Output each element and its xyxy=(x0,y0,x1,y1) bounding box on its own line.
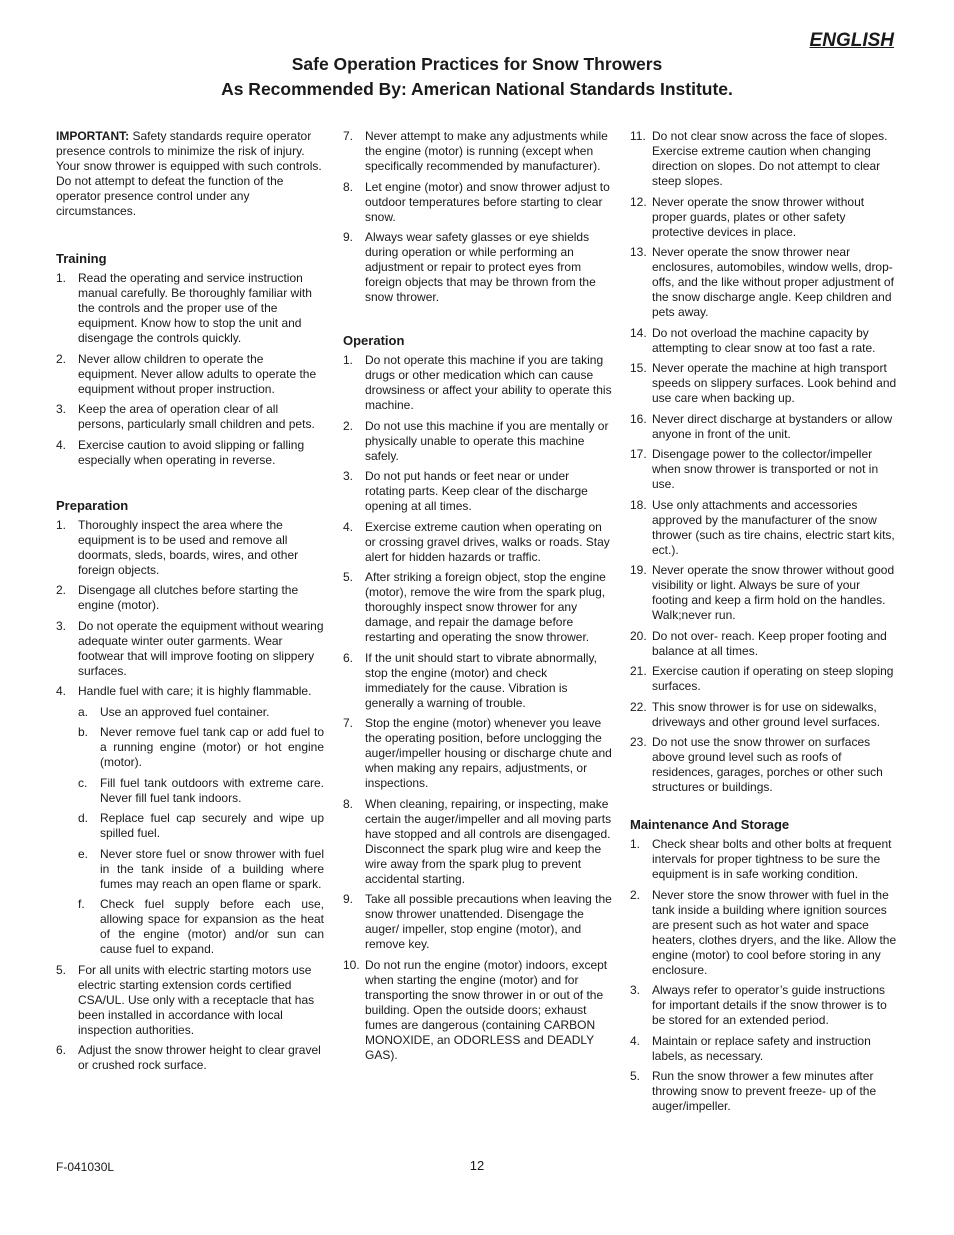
item-text: Thoroughly inspect the area where the equipment is to be used and remove all doormats, sleds, boards, wires, and other foreign objects. xyxy=(78,517,299,577)
list-item xyxy=(630,664,898,694)
page-number: 12 xyxy=(469,1158,485,1173)
item-number: 3. xyxy=(630,983,641,997)
operation-heading: Operation xyxy=(343,333,405,348)
item-text: Do not use the snow thrower on surfaces above ground level such as roofs of residences, garages, porches or other such structures or buildings. xyxy=(652,735,883,794)
item-number: 8. xyxy=(343,179,354,194)
item-text: Never operate the snow thrower near enclosures, automobiles, window wells, drop- offs, and the like without proper adjustment of the snow discharge angle. Keep children and pets away. xyxy=(652,245,894,319)
item-number: 12. xyxy=(630,194,647,209)
list-item xyxy=(56,271,324,346)
item-text: After striking a foreign object, stop the engine (motor), remove the wire from the spark plug, thoroughly inspect snow thrower for any damage, and repair the damage before restarting and operating the snow thrower. xyxy=(365,570,606,644)
maintenance-list xyxy=(630,837,898,1114)
list-item xyxy=(343,716,612,791)
item-number: 11. xyxy=(630,129,646,143)
item-number: 19. xyxy=(630,563,647,577)
list-item xyxy=(56,402,324,432)
item-text: Do not operate the equipment without wearing adequate winter outer garments. Wear footwear that will improve footing on slippery surfaces. xyxy=(78,618,324,678)
sub-item-text: Fill fuel tank outdoors with extreme care. Never fill fuel tank indoors. xyxy=(100,775,324,805)
column-3 xyxy=(630,129,898,1120)
item-number: 7. xyxy=(343,716,354,730)
item-text: Always wear safety glasses or eye shields during operation or while performing an adjustment or repair to protect eyes from foreign objects that may be thrown from the snow thrower. xyxy=(365,230,596,304)
list-item xyxy=(343,419,612,464)
item-text: Do not use this machine if you are mentally or physically unable to operate this machine safely. xyxy=(365,418,609,463)
item-number: 4. xyxy=(56,437,67,452)
sub-item-letter: e. xyxy=(78,846,89,861)
item-text: Maintain or replace safety and instruction labels, as necessary. xyxy=(652,1033,871,1063)
item-text: Never direct discharge at bystanders or allow anyone in front of the unit. xyxy=(652,411,893,441)
item-text: Read the operating and service instruction manual carefully. Be thoroughly familiar with the controls and the proper use of the equipment. Know how to stop the unit and disengage the controls quickly. xyxy=(78,271,312,345)
item-text: Always refer to operator’s guide instructions for important details if the snow thrower is to be stored for an extended period. xyxy=(652,983,887,1027)
page-title xyxy=(0,52,954,102)
list-item xyxy=(343,520,612,565)
list-item xyxy=(630,447,898,492)
item-number: 1. xyxy=(343,353,354,367)
item-text: Never store the snow thrower with fuel in the tank inside a building where ignition sources are present such as hot water and space heaters, clothes dryers, and the like. Allow the engine (motor) to cool before storing in any enclosure. xyxy=(652,887,897,977)
item-number: 4. xyxy=(343,519,354,534)
list-item xyxy=(630,983,898,1028)
item-text: Do not operate this machine if you are taking drugs or other medication which can cause drowsiness or affect your ability to operate this machine. xyxy=(365,353,612,412)
list-item xyxy=(343,570,612,645)
list-item xyxy=(630,629,898,659)
intro-text: Safety standards require operator presence controls to minimize the risk of injury. Your snow thrower is equipped with such controls. Do not attempt to defeat the function of the operator presence control under any circumstances. xyxy=(56,129,322,218)
item-number: 13. xyxy=(630,245,647,259)
item-text: This snow thrower is for use on sidewalks, driveways and other ground level surfaces. xyxy=(652,699,881,729)
item-text: Never allow children to operate the equipment. Never allow adults to operate the equipment without proper instruction. xyxy=(78,351,317,396)
list-item xyxy=(343,469,612,514)
item-number: 3. xyxy=(343,469,354,483)
list-item xyxy=(56,963,324,1038)
item-text: Never attempt to make any adjustments while the engine (motor) is running (except when specifically recommended by manufacturer). xyxy=(365,129,608,173)
list-item xyxy=(343,129,612,174)
item-number: 3. xyxy=(56,618,67,633)
item-text: Let engine (motor) and snow thrower adjust to outdoor temperatures before starting to clear snow. xyxy=(365,179,610,224)
item-text: Run the snow thrower a few minutes after throwing snow to prevent freeze- up of the auger/impeller. xyxy=(652,1069,877,1113)
item-text: Handle fuel with care; it is highly flammable. xyxy=(78,684,312,698)
item-number: 4. xyxy=(56,684,67,698)
list-item xyxy=(630,129,898,189)
sub-list-item xyxy=(56,705,324,720)
list-item xyxy=(343,892,612,952)
item-number: 16. xyxy=(630,411,647,426)
list-item xyxy=(56,1043,324,1073)
item-number: 7. xyxy=(343,129,354,143)
item-number: 1. xyxy=(56,271,67,285)
item-text: Do not over- reach. Keep proper footing and balance at all times. xyxy=(652,628,887,658)
fuel-sub-list xyxy=(56,705,324,958)
item-number: 4. xyxy=(630,1033,641,1048)
item-number: 6. xyxy=(56,1043,67,1057)
list-item xyxy=(56,352,324,397)
item-number: 2. xyxy=(343,418,354,433)
item-text: Never operate the machine at high transport speeds on slippery surfaces. Look behind and use care when backing up. xyxy=(652,361,897,405)
list-item xyxy=(343,353,612,413)
list-item xyxy=(56,583,324,613)
operation-list-continued xyxy=(630,129,898,795)
sub-item-text: Use an approved fuel container. xyxy=(100,704,270,719)
training-list xyxy=(56,271,324,468)
document-code: F-041030L xyxy=(56,1160,115,1174)
operation-list xyxy=(343,353,612,1063)
column-1 xyxy=(56,129,324,1079)
training-heading: Training xyxy=(56,251,107,266)
list-item xyxy=(630,412,898,442)
item-text: Take all possible precautions when leaving the snow thrower unattended. Disengage the auger/ impeller, stop engine (motor), and remove key. xyxy=(365,892,612,951)
list-item xyxy=(343,958,612,1063)
list-item xyxy=(630,1034,898,1064)
list-item xyxy=(630,700,898,730)
item-text: If the unit should start to vibrate abnormally, stop the engine (motor) and check immediately for the cause. Vibration is generally a warning of trouble. xyxy=(365,650,597,710)
item-number: 5. xyxy=(343,570,354,584)
item-number: 9. xyxy=(343,230,354,244)
item-number: 2. xyxy=(630,887,641,902)
list-item xyxy=(630,563,898,623)
sub-item-text: Check fuel supply before each use, allowing space for expansion as the heat of the engine (motor) and/or sun can cause fuel to expand. xyxy=(100,897,324,956)
sub-item-text: Never store fuel or snow thrower with fuel in the tank inside of a building where fumes may reach an open flame or spark. xyxy=(100,846,324,891)
list-item xyxy=(56,619,324,679)
list-item xyxy=(343,651,612,711)
title-line-1: Safe Operation Practices for Snow Throwers xyxy=(291,54,663,74)
item-number: 8. xyxy=(343,796,354,811)
item-text: For all units with electric starting motors use electric starting extension cords certified CSA/UL. Use only with a receptacle that has been installed in accordance with local inspection authorities. xyxy=(78,962,315,1037)
list-item xyxy=(343,797,612,887)
sub-item-letter: a. xyxy=(78,704,89,719)
list-item xyxy=(630,245,898,320)
sub-list-item xyxy=(56,811,324,841)
preparation-list xyxy=(56,518,324,700)
item-number: 3. xyxy=(56,402,67,416)
item-number: 6. xyxy=(343,650,354,665)
item-text: Stop the engine (motor) whenever you leave the operating position, before unclogging the auger/impeller housing or discharge chute and when making any repairs, adjustments, or inspections. xyxy=(365,716,612,790)
title-line-2: As Recommended By: American National Standards Institute. xyxy=(221,79,733,99)
list-item xyxy=(630,1069,898,1114)
maintenance-heading: Maintenance And Storage xyxy=(630,817,790,832)
item-text: Do not overload the machine capacity by attempting to clear snow at too fast a rate. xyxy=(652,325,876,355)
list-item xyxy=(630,361,898,406)
item-text: Do not put hands or feet near or under rotating parts. Keep clear of the discharge opening at all times. xyxy=(365,469,588,513)
list-item xyxy=(343,230,612,305)
item-text: Use only attachments and accessories approved by the manufacturer of the snow thrower (such as tire chains, electric start kits, ect.). xyxy=(652,497,895,557)
intro-important-label: IMPORTANT: xyxy=(56,129,130,143)
list-item xyxy=(630,735,898,795)
list-item xyxy=(630,888,898,978)
preparation-heading: Preparation xyxy=(56,497,129,513)
item-number: 15. xyxy=(630,361,647,375)
sub-item-text: Never remove fuel tank cap or add fuel to a running engine (motor) or hot engine (motor). xyxy=(100,725,324,769)
item-number: 21. xyxy=(630,664,647,678)
list-item xyxy=(630,837,898,882)
item-number: 10. xyxy=(343,957,360,972)
sub-item-letter: c. xyxy=(78,775,88,790)
preparation-list-continued xyxy=(56,963,324,1074)
preparation-list-continued-2 xyxy=(343,129,612,305)
item-text: Disengage power to the collector/impeller when snow thrower is transported or not in use. xyxy=(652,447,879,491)
intro-paragraph xyxy=(56,129,324,219)
item-number: 20. xyxy=(630,628,647,643)
sub-item-letter: f. xyxy=(78,897,85,911)
item-text: Never operate the snow thrower without proper guards, plates or other safety protective devices in place. xyxy=(652,194,865,239)
list-item xyxy=(343,180,612,225)
sub-item-letter: d. xyxy=(78,811,89,825)
list-item xyxy=(56,684,324,699)
item-text: Do not clear snow across the face of slopes. Exercise extreme caution when changing direction on slopes. Do not attempt to clear steep slopes. xyxy=(652,129,888,188)
item-text: Exercise caution if operating on steep sloping surfaces. xyxy=(652,664,894,693)
list-item xyxy=(630,326,898,356)
item-number: 22. xyxy=(630,699,647,714)
sub-list-item xyxy=(56,847,324,892)
item-text: Keep the area of operation clear of all persons, particularly small children and pets. xyxy=(78,402,315,431)
item-number: 1. xyxy=(630,837,641,851)
sub-list-item xyxy=(56,776,324,806)
item-text: When cleaning, repairing, or inspecting, make certain the auger/impeller and all moving parts have stopped and all controls are disengaged. Disconnect the spark plug wire and keep the wire away from the spark plug to prevent accidental starting. xyxy=(365,796,612,886)
list-item xyxy=(630,195,898,240)
sub-item-text: Replace fuel cap securely and wipe up spilled fuel. xyxy=(100,811,324,840)
item-number: 23. xyxy=(630,735,647,749)
item-number: 5. xyxy=(56,962,67,977)
item-number: 9. xyxy=(343,892,354,906)
list-item xyxy=(56,438,324,468)
list-item xyxy=(630,498,898,558)
item-number: 18. xyxy=(630,497,647,512)
list-item xyxy=(56,518,324,578)
item-text: Adjust the snow thrower height to clear gravel or crushed rock surface. xyxy=(78,1043,321,1072)
sub-item-letter: b. xyxy=(78,725,89,739)
item-number: 1. xyxy=(56,517,67,532)
item-number: 5. xyxy=(630,1069,641,1083)
item-number: 2. xyxy=(56,583,67,597)
sub-list-item xyxy=(56,725,324,770)
column-2 xyxy=(343,129,612,1068)
item-text: Do not run the engine (motor) indoors, except when starting the engine (motor) and for transporting the snow thrower in or out of the building. Open the outside doors; exhaust fumes are dangerous (containing CARBON MONOXIDE, an ODORLESS and DEADLY GAS). xyxy=(365,957,608,1062)
item-number: 2. xyxy=(56,351,67,366)
item-text: Exercise caution to avoid slipping or falling especially when operating in reverse. xyxy=(78,437,305,467)
item-number: 17. xyxy=(630,447,647,461)
item-text: Check shear bolts and other bolts at frequent intervals for proper tightness to be sure the equipment is in safe working condition. xyxy=(652,837,892,881)
language-label: ENGLISH xyxy=(809,30,894,51)
item-number: 14. xyxy=(630,325,647,340)
sub-list-item xyxy=(56,897,324,957)
item-text: Disengage all clutches before starting the engine (motor). xyxy=(78,583,299,612)
item-text: Exercise extreme caution when operating on or crossing gravel drives, walks or roads. Stay alert for hidden hazards or traffic. xyxy=(365,519,610,564)
item-text: Never operate the snow thrower without good visibility or light. Always be sure of your footing and keep a firm hold on the handles. Walk;never run. xyxy=(652,563,895,622)
